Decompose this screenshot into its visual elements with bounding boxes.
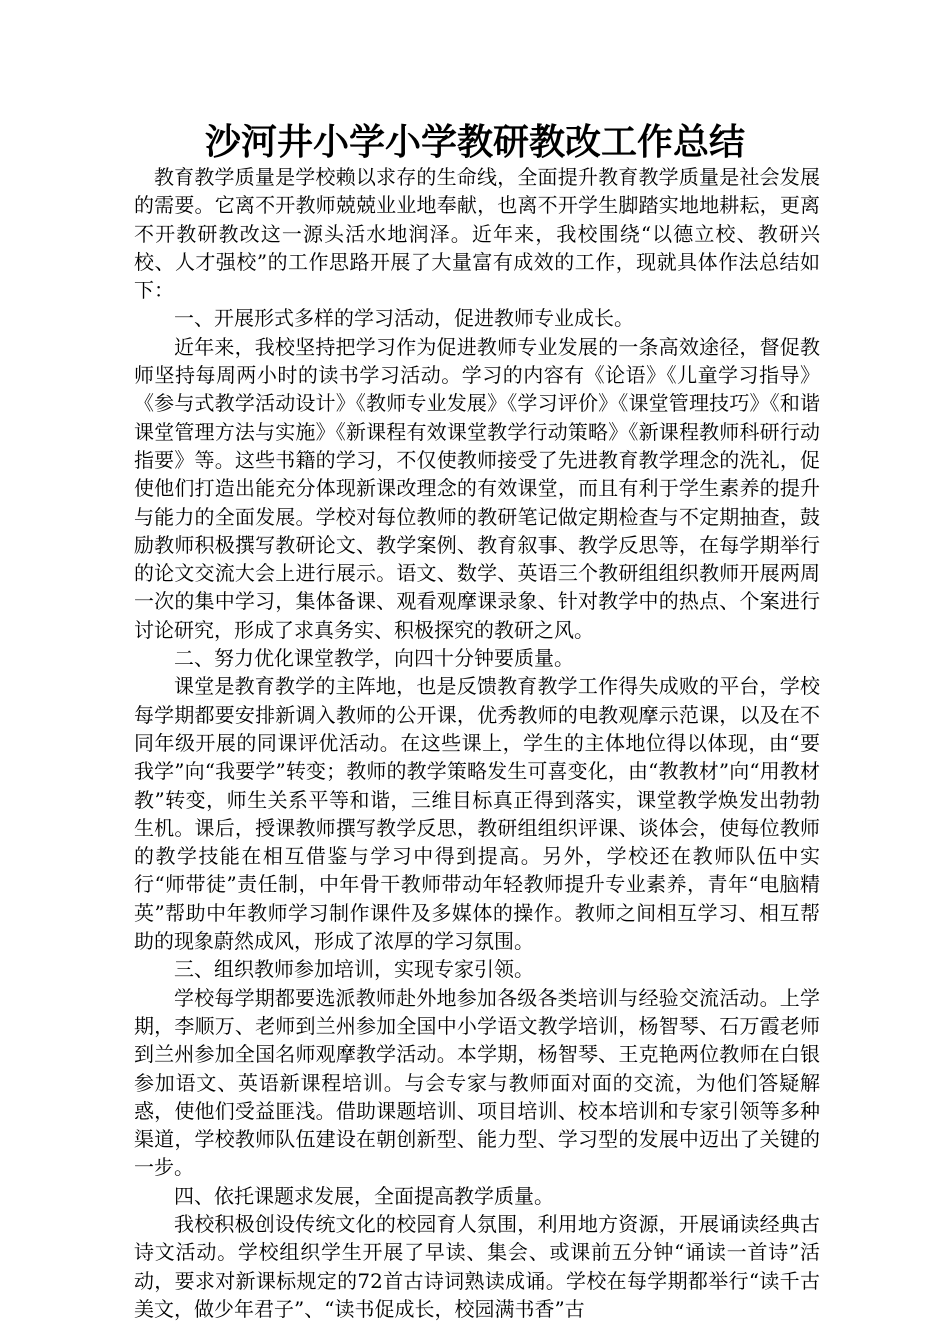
section-heading-3: 三、组织教师参加培训，实现专家引领。 [174,957,534,982]
document-body [134,163,820,1323]
section-heading-2: 二、努力优化课堂教学，向四十分钟要质量。 [174,646,574,671]
paragraph-section-2: 课堂是教育教学的主阵地，也是反馈教育教学工作得失成败的平台，学校每学期都要安排新调入教师的公开课，优秀教师的电教观摩示范课，以及在不同年级开展的同课评优活动。在这些课上，学生的主体地位得以体现，由“要我学”向“我要学”转变；教师的教学策略发生可喜变化，由“教教材”向“用教材教”转变，师生关系平等和谐，三维目标真正得到落实，课堂教学焕发出勃勃生机。课后，授课教师撰写教学反思，教研组组织评课、谈体会，使每位教师的教学技能在相互借鉴与学习中得到提高。另外，学校还在教师队伍中实行“师带徒”责任制，中年骨干教师带动年轻教师提升专业素养，青年“电脑精英”帮助中年教师学习制作课件及多媒体的操作。教师之间相互学习、相互帮助的现象蔚然成风，形成了浓厚的学习氛围。 [134,674,820,954]
paragraph-section-1: 近年来，我校坚持把学习作为促进教师专业发展的一条高效途径，督促教师坚持每周两小时的读书学习活动。学习的内容有《论语》《儿童学习指导》《参与式教学活动设计》《教师专业发展》《学习评价》《课堂管理技巧》《和谐课堂管理方法与实施》《新课程有效课堂教学行动策略》《新课程教师科研行动指要》等。这些书籍的学习，不仅使教师接受了先进教育教学理念的洗礼，促使他们打造出能充分体现新课改理念的有效课堂，而且有利于学生素养的提升与能力的全面发展。学校对每位教师的教研笔记做定期检查与不定期抽查，鼓励教师积极撰写教研论文、教学案例、教育叙事、教学反思等，在每学期举行的论文交流大会上进行展示。语文、数学、英语三个教研组组织教师开展两周一次的集中学习，集体备课、观看观摩课录象、针对教学中的热点、个案进行讨论研究，形成了求真务实、积极探究的教研之风。 [134,334,820,642]
section-heading-1: 一、开展形式多样的学习活动，促进教师专业成长。 [174,306,634,331]
section-heading-4: 四、依托课题求发展，全面提高教学质量。 [174,1183,554,1208]
paragraph-section-3: 学校每学期都要选派教师赴外地参加各级各类培训与经验交流活动。上学期，李顺万、老师到兰州参加全国中小学语文教学培训，杨智琴、石万霞老师到兰州参加全国名师观摩教学活动。本学期，杨智琴、王克艳两位教师在白银参加语文、英语新课程培训。与会专家与教师面对面的交流，为他们答疑解惑，使他们受益匪浅。借助课题培训、项目培训、校本培训和专家引领等多种渠道，学校教师队伍建设在朝创新型、能力型、学习型的发展中迈出了关键的一步。 [134,985,820,1180]
paragraph-intro: 教育教学质量是学校赖以求存的生命线，全面提升教育教学质量是社会发展的需要。它离不开教师兢兢业业地奉献，也离不开学生脚踏实地地耕耘，更离不开教研教改这一源头活水地润泽。近年来，我校围绕“以德立校、教研兴校、人才强校”的工作思路开展了大量富有成效的工作，现就具体作法总结如下： [134,165,820,303]
paragraph-section-4: 我校积极创设传统文化的校园育人氛围，利用地方资源，开展诵读经典古诗文活动。学校组织学生开展了早读、集会、或课前五分钟“诵读一首诗”活动，要求对新课标规定的72首古诗词熟读成诵。学校在每学期都举行“读千古美文，做少年君子”、“读书促成长，校园满书香”古 [134,1211,820,1321]
document-title: 沙河井小学小学教研教改工作总结 [204,121,745,163]
